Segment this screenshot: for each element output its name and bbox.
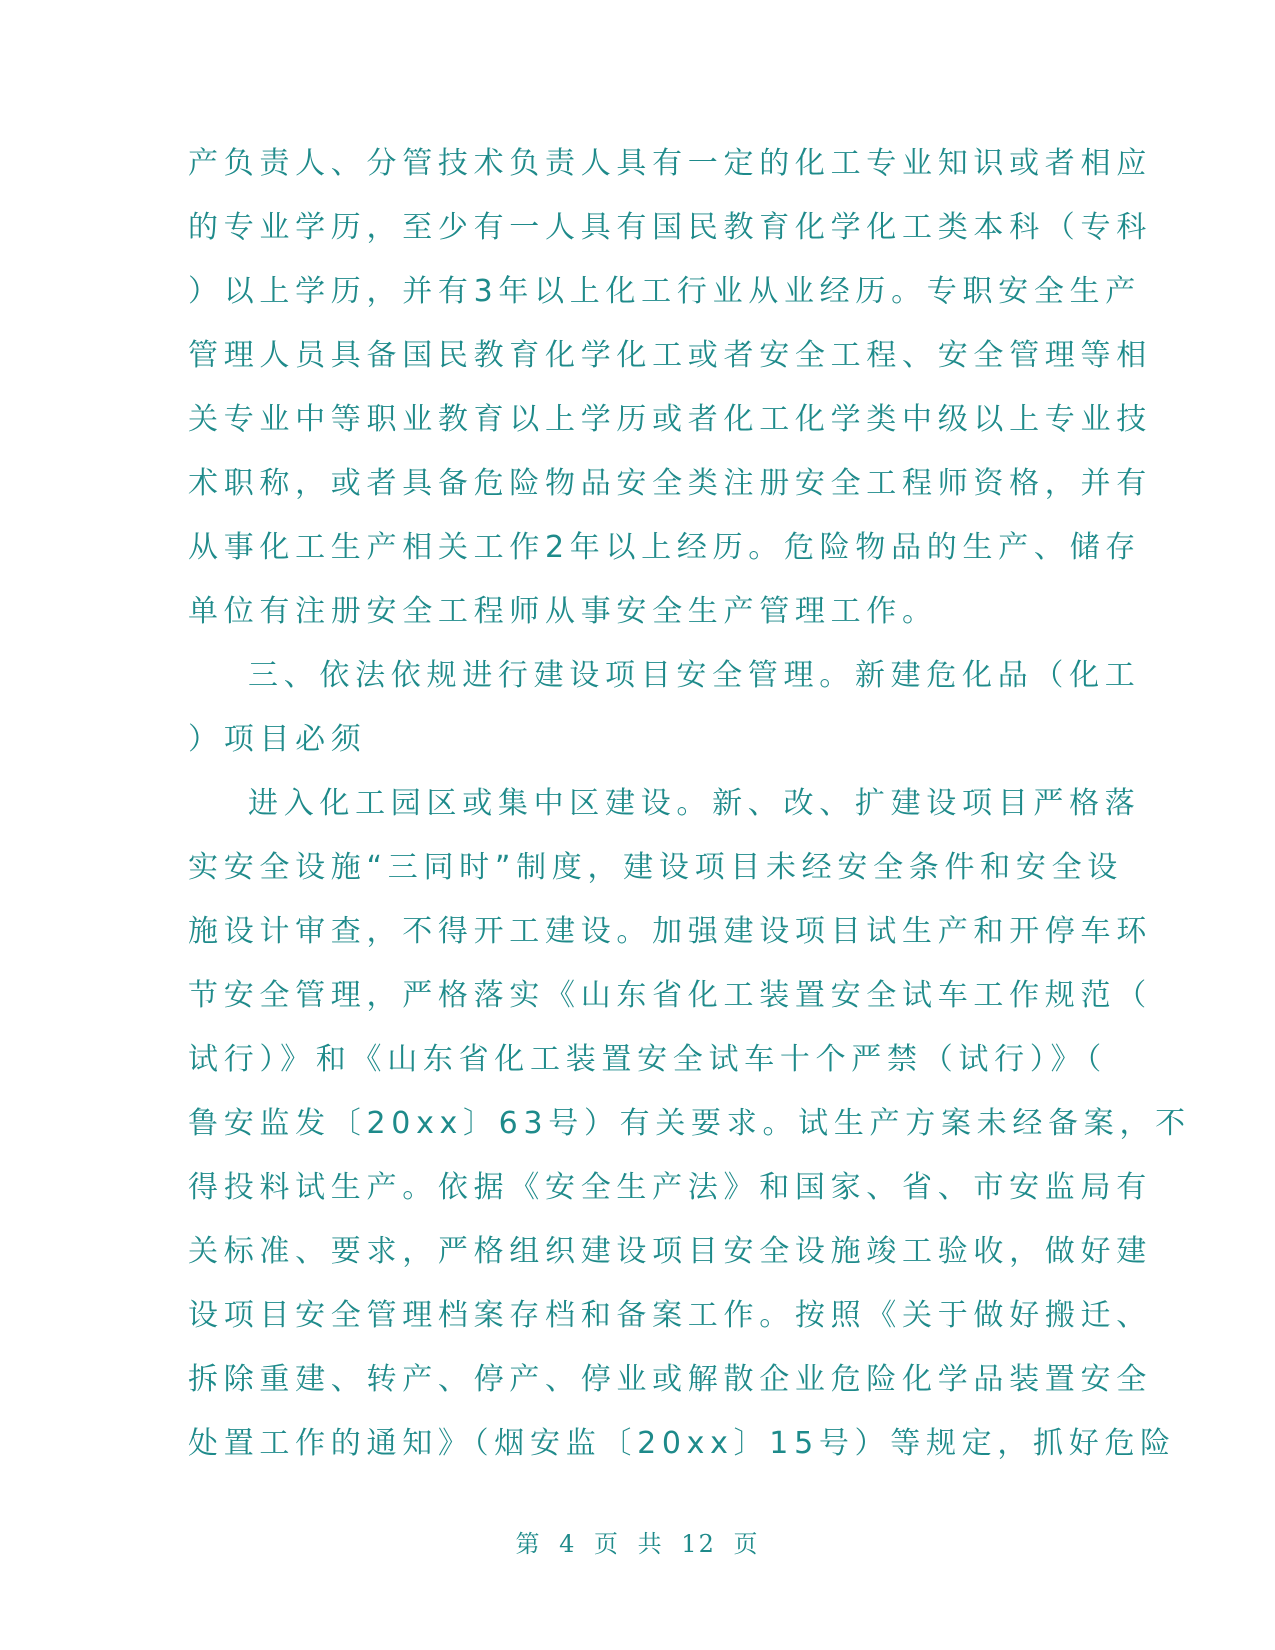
text-line: 拆除重建、转产、停产、停业或解散企业危险化学品装置安全	[188, 1362, 1152, 1397]
page-footer: 第 4 页 共 12 页	[515, 1530, 760, 1558]
text-line: 设项目安全管理档案存档和备案工作。按照《关于做好搬迁、	[188, 1298, 1152, 1333]
text-line: 的专业学历，至少有一人具有国民教育化学化工类本科（专科	[188, 210, 1152, 245]
text-line: 单位有注册安全工程师从事安全生产管理工作。	[188, 594, 938, 629]
text-line: ）以上学历，并有3年以上化工行业从业经历。专职安全生产	[188, 274, 1141, 309]
text-line: 术职称，或者具备危险物品安全类注册安全工程师资格，并有	[188, 466, 1152, 501]
section-heading-line: 三、依法依规进行建设项目安全管理。新建危化品（化工	[248, 658, 1141, 693]
text-line: ）项目必须	[188, 722, 367, 757]
text-line: 施设计审查，不得开工建设。加强建设项目试生产和开停车环	[188, 914, 1152, 949]
text-line: 处置工作的通知》（烟安监〔20xx〕15号）等规定，抓好危险	[188, 1426, 1176, 1461]
text-line: 试行）》和《山东省化工装置安全试车十个严禁（试行）》（	[188, 1042, 1107, 1077]
text-line: 产负责人、分管技术负责人具有一定的化工专业知识或者相应	[188, 146, 1152, 181]
text-line: 关专业中等职业教育以上学历或者化工化学类中级以上专业技	[188, 402, 1152, 437]
text-line: 鲁安监发〔20xx〕63号）有关要求。试生产方案未经备案，不	[188, 1106, 1191, 1141]
paragraph-start-line: 进入化工园区或集中区建设。新、改、扩建设项目严格落	[248, 786, 1141, 821]
text-line: 实安全设施“三同时”制度，建设项目未经安全条件和安全设	[188, 850, 1123, 885]
text-line: 管理人员具备国民教育化学化工或者安全工程、安全管理等相	[188, 338, 1152, 373]
text-line: 节安全管理，严格落实《山东省化工装置安全试车工作规范（	[188, 978, 1152, 1013]
text-line: 关标准、要求，严格组织建设项目安全设施竣工验收，做好建	[188, 1234, 1152, 1269]
text-line: 得投料试生产。依据《安全生产法》和国家、省、市安监局有	[188, 1170, 1152, 1205]
text-line: 从事化工生产相关工作2年以上经历。危险物品的生产、储存	[188, 530, 1141, 565]
